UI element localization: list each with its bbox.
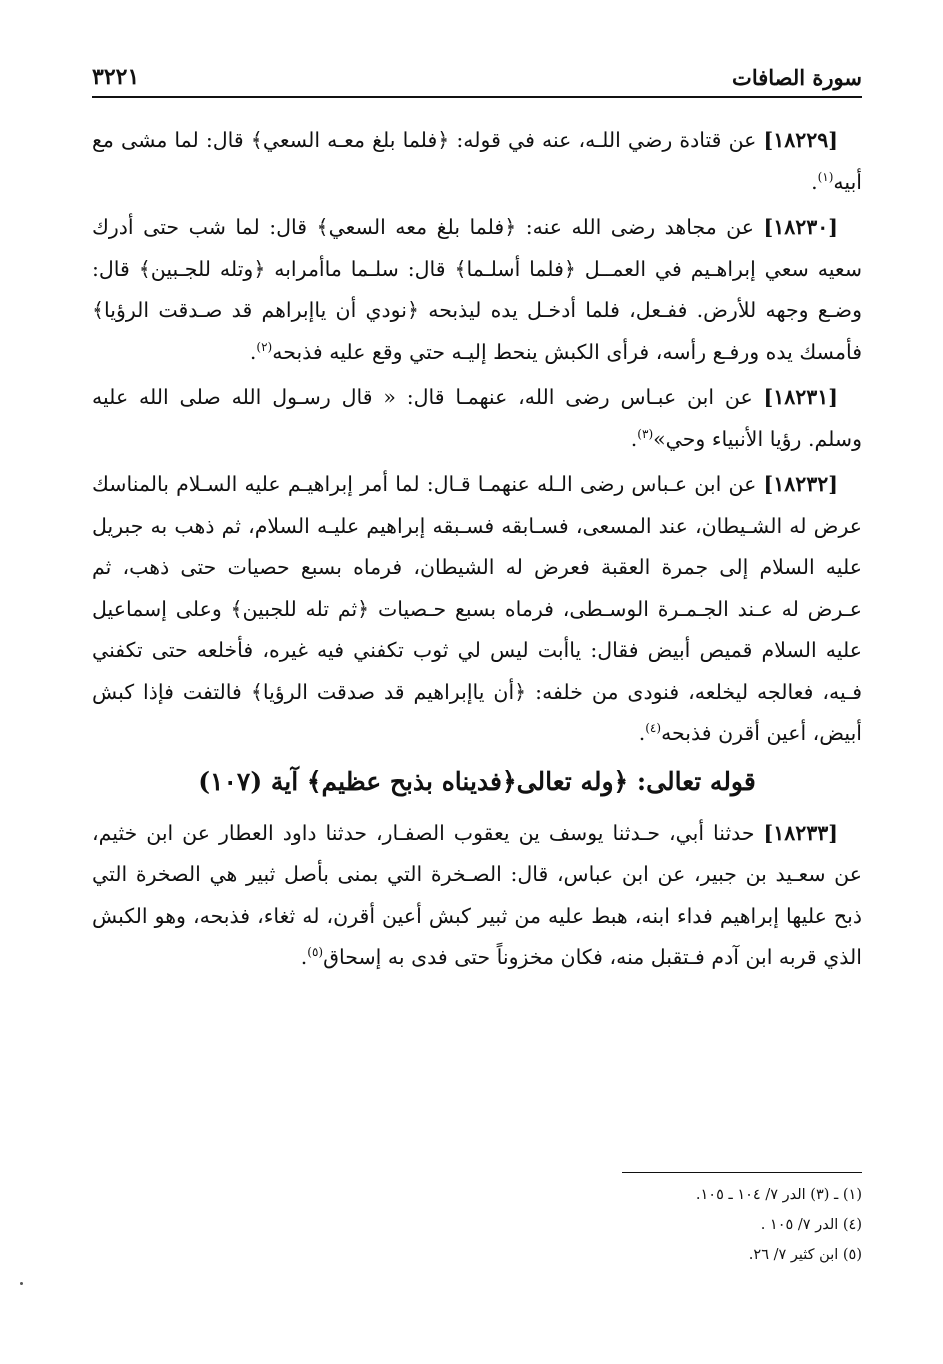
main-text: [92, 120, 862, 983]
entry-text: عن ابن عبـاس رضى الله، عنهمـا قال: « قال رسـول الله صلى الله عليه وسلم. رؤيا الأنبياء وحي»: [92, 385, 862, 451]
entry-text: حدثنا أبي، حـدثنا يوسف ين يعقوب الصفـار، حدثنا داود العطار عن ابن خثيم، عن سعـيد بن جبير، عن ابن عباس، قال: الصـخرة التي بمنى بأصل ثبير هي الصخرة التي ذبح عليها إبراهيم فداء ابنه، هبط عليه من ثبير كبش أعين أقرن، له ثغاء، فذبحه، وهو الكبش الذي قربه ابن آدم فـتقبل منه، فكان مخزوناً حتى فدى به إسحاق: [92, 820, 862, 969]
section-heading: قوله تعالى: ﴿وله تعالى﴿فديناه بذبح عظيم﴾ آية (١٠٧): [198, 766, 756, 796]
hadith-entry: [92, 813, 862, 979]
entry-number: [١٨٢٣٣]: [763, 820, 838, 845]
footnote-ref: (٣): [637, 426, 654, 441]
footnote-ref: (١): [817, 169, 834, 184]
footnotes: [362, 1180, 862, 1270]
page-number: ٣٢٢١: [92, 64, 140, 90]
hadith-entry: [92, 207, 862, 373]
footnote: (١) ـ (٣) الدر ٧/ ١٠٤ ـ ١٠٥.: [695, 1187, 862, 1203]
entry-text: عن قتادة رضي اللـه، عنه في قوله: ﴿فلما بلغ معـه السعي﴾ قال: لما مشى مع أبيه: [92, 128, 862, 194]
hadith-entry: [92, 120, 862, 203]
scan-speck: [20, 1282, 23, 1285]
entry-tail: .: [630, 426, 638, 451]
surah-title: سورة الصافات: [732, 65, 862, 90]
entry-number: [١٨٢٣٠]: [763, 215, 838, 239]
hadith-entry: [92, 464, 862, 755]
entry-number: [١٨٢٣٢]: [763, 472, 838, 496]
entry-number: [١٨٢٣١]: [763, 385, 838, 409]
page-header: [92, 52, 862, 98]
entry-tail: .: [811, 169, 818, 194]
entry-tail: .: [300, 945, 308, 969]
entry-text: عن مجاهد رضى الله عنه: ﴿فلما بلغ معه السعي﴾ قال: لما شب حتى أدرك سعيه سعي إبراهـيم في العمــل ﴿فلما أسلـما﴾ قال: سلـما ماأمرابه ﴿وتله للجـبين﴾ قال: وضـع وجهه للأرض. ففـعل، فلما أدخـل يده ليذبحه ﴿نودي أن ياإبراهم قد صـدقت الرؤيا﴾ فأمسك يده ورفـع رأسه، فرأى الكبش ينحط إليـه حتي وقع عليه فذبحه: [92, 215, 862, 364]
entry-tail: .: [249, 339, 257, 364]
footnote: (٤) الدر ٧/ ١٠٥ .: [760, 1217, 862, 1233]
footnote-separator: [622, 1172, 862, 1173]
footnote-ref: (٤): [645, 721, 662, 736]
entry-text: عن ابن عـباس رضى الـله عنهمـا قـال: لما أمر إبراهيـم عليه السـلام بالمناسك عرض له الشـيطان، عند المسعى، فسـابقه فسـبقه إبراهيم عليـه السلام، ثم ذهب به جبريل عليه السلام إلى جمرة العقبة فعرض له الشيطان، فرماه بسبع حصيات حتى ذهب، ثم عـرض له عـند الجـمـرة الوسـطى، فرماه بسبع حـصيات ﴿ثم تله للجبين﴾ وعلى إسماعيل عليه السلام قميص أبيض فقال: ياأبت ليس لي ثوب تكفني فيه غيره، فأخلعه حتى تكفني فـيه، فعالجه ليخلعه، فنودى من خلفه: ﴿أن ياإبراهيم قد صدقت الرؤيا﴾ فالتفت فإذا كبش أبيض، أعين أقرن فذبحه: [92, 472, 862, 745]
entry-number: [١٨٢٢٩]: [763, 128, 838, 152]
entry-tail: .: [638, 721, 646, 745]
footnote: (٥) ابن كثير ٧/ ٢٦.: [748, 1247, 862, 1263]
hadith-entry: [92, 377, 862, 460]
footnote-ref: (٥): [307, 945, 324, 960]
footnote-ref: (٢): [256, 339, 273, 354]
